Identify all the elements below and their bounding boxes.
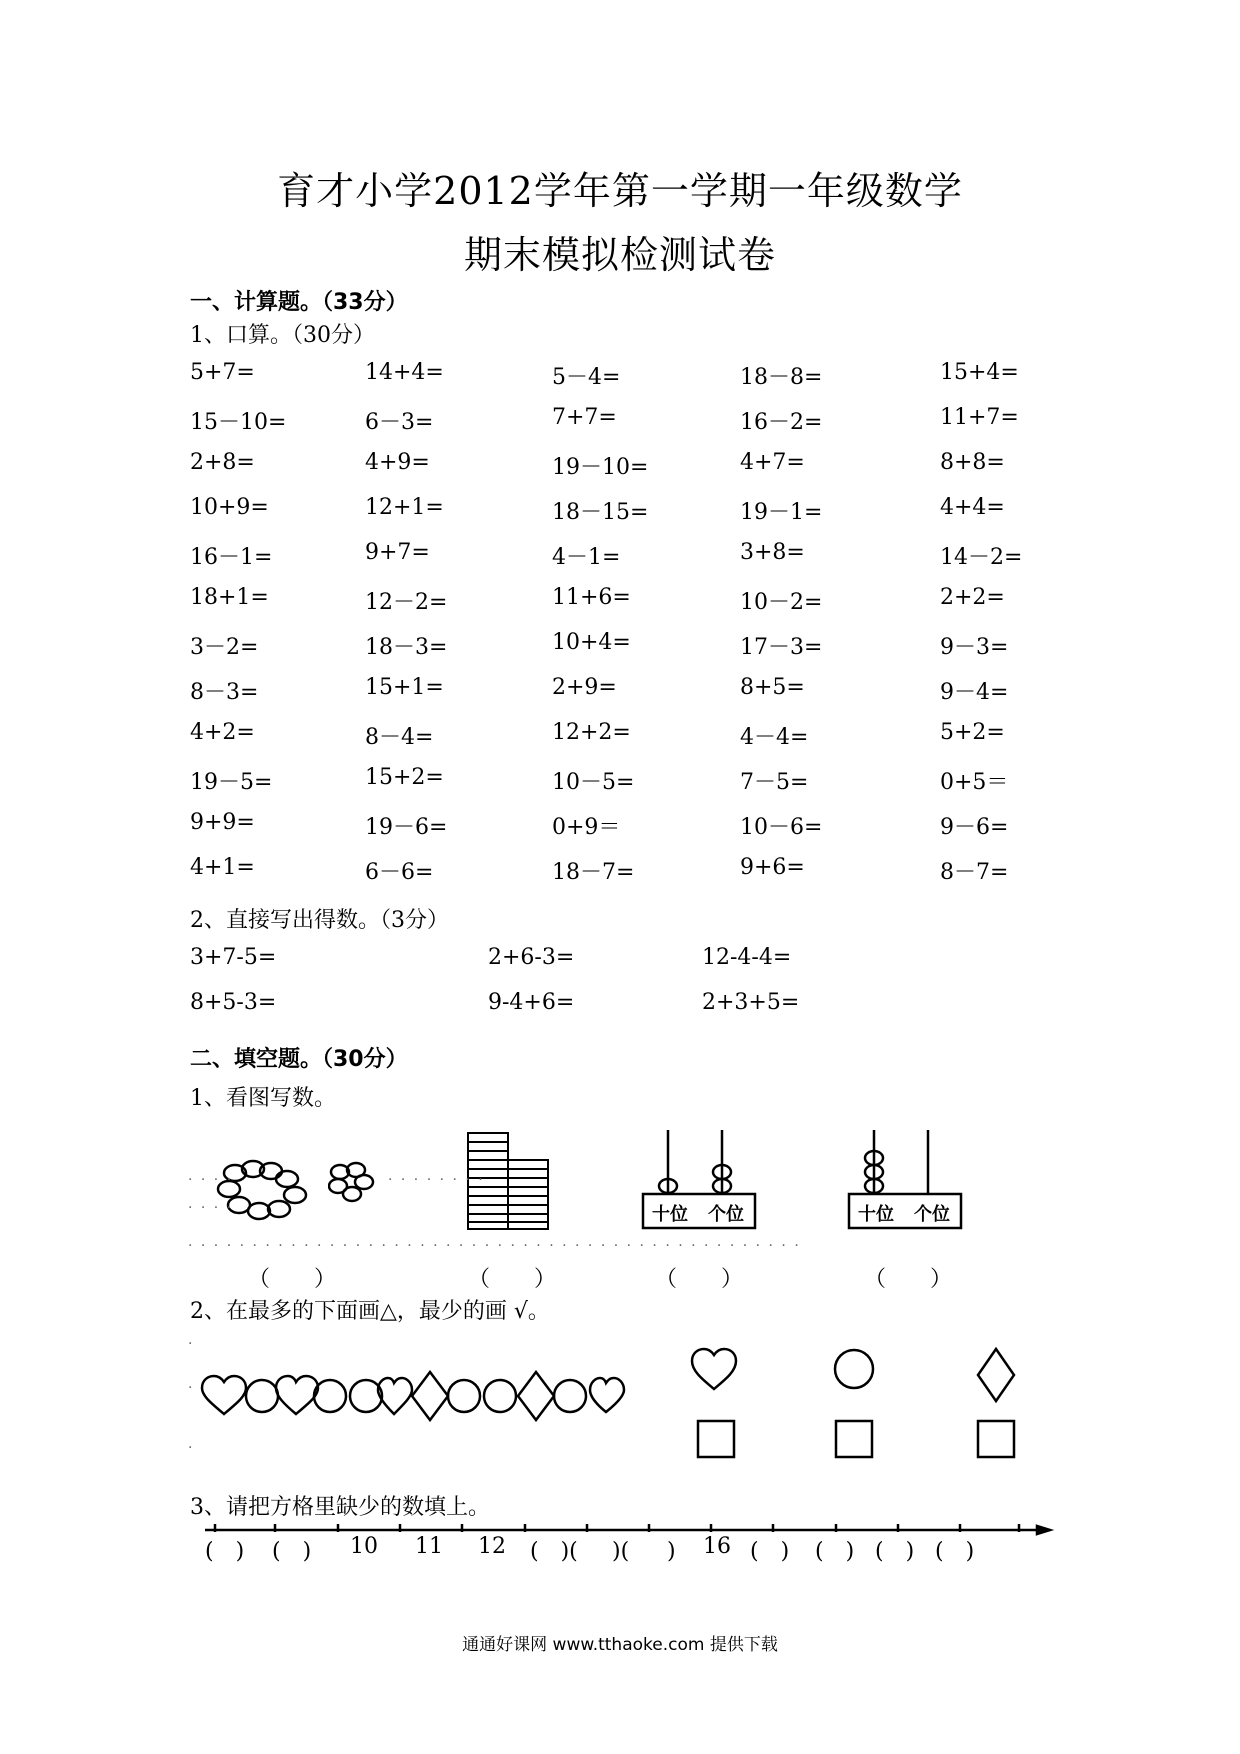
- oral-calc-item: 5－4=: [552, 365, 621, 390]
- oral-calc-item: 4+7=: [740, 450, 805, 475]
- oral-calc-row: [190, 675, 1090, 720]
- oral-calc-row: [190, 630, 1090, 675]
- question-2-text: 2、在最多的下面画△，最少的画 √。: [190, 1299, 550, 1324]
- number-line-label[interactable]: )(: [590, 1539, 630, 1564]
- oral-calc-item: 2+2=: [940, 585, 1005, 610]
- answer-blank-2[interactable]: （ ）: [468, 1267, 557, 1292]
- oral-calc-item: 18－7=: [552, 860, 635, 885]
- abacus-2-ones-label: 个位: [914, 1204, 950, 1225]
- small-oval-cluster-figure: [328, 1160, 378, 1205]
- oral-calc-item: 10－2=: [740, 590, 823, 615]
- heart-icon: [202, 1376, 246, 1414]
- oral-calc-item: 17－3=: [740, 635, 823, 660]
- oral-calc-item: 8+8=: [940, 450, 1005, 475]
- oral-calc-item: 15+4=: [940, 360, 1019, 385]
- number-line-label: 10: [350, 1534, 378, 1559]
- number-line-axis: [205, 1520, 1055, 1540]
- oral-calc-row: [190, 720, 1090, 765]
- oral-calc-item: 4+2=: [190, 720, 255, 745]
- oral-calc-item: 9+6=: [740, 855, 805, 880]
- section-2-heading: 二、填空题。（30分）: [190, 1047, 408, 1072]
- oral-calc-item: 18－3=: [365, 635, 448, 660]
- question-3-text: 3、请把方格里缺少的数填上。: [190, 1495, 490, 1520]
- oral-calc-item: 0+5＝: [940, 770, 1009, 795]
- footer-text: 通通好课网 www.tthaoke.com 提供下载: [462, 1635, 778, 1655]
- oral-calc-item: 8－3=: [190, 680, 259, 705]
- number-line-label[interactable]: ( ): [875, 1539, 915, 1564]
- oral-calc-item: 5+2=: [940, 720, 1005, 745]
- oral-calc-item: 11+7=: [940, 405, 1019, 430]
- oral-calc-item: 10+9=: [190, 495, 269, 520]
- oral-calc-item: 15+1=: [365, 675, 444, 700]
- number-line-label[interactable]: ( ): [815, 1539, 855, 1564]
- oral-calc-row: [190, 810, 1090, 855]
- oral-calc-item: 16－1=: [190, 545, 273, 570]
- oral-calc-item: 10+4=: [552, 630, 631, 655]
- number-line-label[interactable]: ( ): [205, 1539, 245, 1564]
- dotted-line: · · · ·: [188, 1172, 234, 1188]
- oral-calc-row: [190, 855, 1090, 900]
- page-title: 育才小学2012学年第一学期一年级数学: [277, 169, 963, 213]
- oral-calc-row: [190, 585, 1090, 630]
- oral-calc-item: 15－10=: [190, 410, 287, 435]
- number-line-label[interactable]: ( ): [750, 1539, 790, 1564]
- dotted-line: · · · ·: [188, 1200, 234, 1216]
- oral-calc-row: [190, 450, 1090, 495]
- number-line-label: 12: [478, 1534, 506, 1559]
- reference-shapes-figure: [690, 1345, 1030, 1465]
- oral-calc-item: 7+7=: [552, 405, 617, 430]
- oral-calc-item: 4+4=: [940, 495, 1005, 520]
- shapes-row-figure: [200, 1370, 640, 1426]
- oral-calc-item: 14－2=: [940, 545, 1023, 570]
- oral-calc-item: 9－3=: [940, 635, 1009, 660]
- oral-calc-item: 5+7=: [190, 360, 255, 385]
- question-1-text: 1、看图写数。: [190, 1086, 336, 1111]
- dotted-line: ·: [188, 1380, 195, 1396]
- oral-calc-item: 15+2=: [365, 765, 444, 790]
- oral-calc-row: [190, 360, 1090, 405]
- number-line-label: 16: [703, 1534, 731, 1559]
- oral-calc-item: 7－5=: [740, 770, 809, 795]
- oral-calc-item: 12+1=: [365, 495, 444, 520]
- abacus-1-tens-label: 十位: [652, 1204, 688, 1225]
- abacus-2-tens-label: 十位: [858, 1204, 894, 1225]
- oral-calc-item: 3－2=: [190, 635, 259, 660]
- oral-calc-heading: 1、口算。（30分）: [190, 323, 375, 348]
- oral-calc-item: 12+2=: [552, 720, 631, 745]
- answer-blank-4[interactable]: （ ）: [864, 1267, 953, 1292]
- mixed-calc-heading: 2、直接写出得数。（3分）: [190, 908, 449, 933]
- oral-calc-item: 0+9＝: [552, 815, 621, 840]
- oral-calc-item: 6－6=: [365, 860, 434, 885]
- oral-calc-item: 2+9=: [552, 675, 617, 700]
- oval-cluster-figure: [215, 1155, 325, 1230]
- dotted-line: · · · · · · · ·: [388, 1172, 485, 1188]
- oral-calc-row: [190, 765, 1090, 810]
- oral-calc-row: [190, 405, 1090, 450]
- oral-calc-row: [190, 495, 1090, 540]
- oral-calc-item: 8+5=: [740, 675, 805, 700]
- oral-calc-item: 9－4=: [940, 680, 1009, 705]
- oral-calc-item: 4－1=: [552, 545, 621, 570]
- oral-calc-item: 10－6=: [740, 815, 823, 840]
- oral-calc-item: 18－8=: [740, 365, 823, 390]
- number-line-label[interactable]: ( ): [272, 1539, 312, 1564]
- oral-calc-item: 12－2=: [365, 590, 448, 615]
- page-subtitle: 期末模拟检测试卷: [463, 233, 776, 277]
- oral-calc-item: 8－4=: [365, 725, 434, 750]
- mixed-calc-item: 3+7-5=: [190, 945, 277, 970]
- oral-calc-item: 4+1=: [190, 855, 255, 880]
- oral-calc-item: 11+6=: [552, 585, 631, 610]
- mixed-calc-item: 8+5-3=: [190, 990, 277, 1015]
- oral-calc-item: 8－7=: [940, 860, 1009, 885]
- oral-calc-item: 19－10=: [552, 455, 649, 480]
- answer-blank-1[interactable]: （ ）: [248, 1267, 337, 1292]
- section-1-heading: 一、计算题。（33分）: [190, 290, 408, 315]
- oral-calc-item: 19－1=: [740, 500, 823, 525]
- mixed-calc-item: 12-4-4=: [702, 945, 792, 970]
- oral-calc-item: 4－4=: [740, 725, 809, 750]
- oral-calc-item: 10－5=: [552, 770, 635, 795]
- number-line-label: ): [645, 1539, 676, 1564]
- abacus-1-ones-label: 个位: [708, 1204, 744, 1225]
- dotted-line: ·: [188, 1440, 195, 1456]
- oral-calc-item: 14+4=: [365, 360, 444, 385]
- number-line-label[interactable]: ( )(: [530, 1539, 578, 1564]
- oral-calc-item: 16－2=: [740, 410, 823, 435]
- oral-calc-item: 19－5=: [190, 770, 273, 795]
- oral-calc-item: 9+9=: [190, 810, 255, 835]
- oral-calc-item: 2+8=: [190, 450, 255, 475]
- mixed-calc-item: 9-4+6=: [488, 990, 575, 1015]
- oral-calc-row: [190, 540, 1090, 585]
- answer-blank-3[interactable]: （ ）: [655, 1267, 744, 1292]
- mixed-calc-item: 2+6-3=: [488, 945, 575, 970]
- oral-calc-item: 3+8=: [740, 540, 805, 565]
- dotted-line: · · · · · · · · · · · · · · · · · · · · · · · · · · · · · · · · · · · · · · · · · · · · · · · ·: [188, 1238, 801, 1254]
- oral-calc-item: 19－6=: [365, 815, 448, 840]
- oral-calc-item: 18－15=: [552, 500, 649, 525]
- oral-calc-item: 9－6=: [940, 815, 1009, 840]
- number-line-label: 11: [415, 1534, 443, 1559]
- oral-calc-item: 9+7=: [365, 540, 430, 565]
- oral-calc-grid: [190, 360, 1090, 900]
- dotted-line: ·: [188, 1336, 195, 1352]
- oral-calc-item: 4+9=: [365, 450, 430, 475]
- number-line-label[interactable]: ( ): [935, 1539, 975, 1564]
- mixed-calc-item: 2+3+5=: [702, 990, 800, 1015]
- oral-calc-item: 18+1=: [190, 585, 269, 610]
- oral-calc-item: 6－3=: [365, 410, 434, 435]
